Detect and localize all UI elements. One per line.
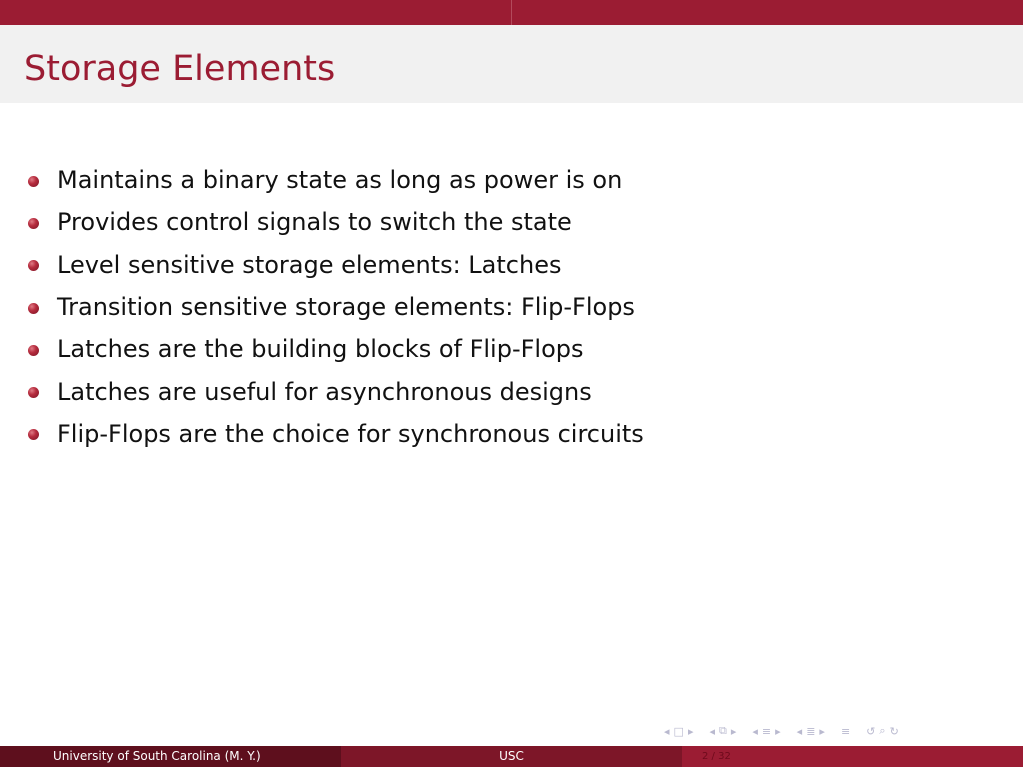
frame-title: Storage Elements (24, 49, 336, 89)
bullet-item (28, 244, 644, 286)
nav-back-icon[interactable]: ↺ (866, 724, 876, 738)
nav-next-frame-icon[interactable]: ▸ (687, 724, 694, 738)
bullet-item (28, 286, 644, 328)
beamer-navigation (664, 722, 899, 740)
bullet-item (28, 413, 644, 455)
top-bar (0, 0, 1023, 25)
footer-page-number: 2 / 32 (682, 746, 1023, 767)
nav-appendix-icon[interactable]: ≡ (840, 724, 851, 738)
bullet-text: Level sensitive storage elements: Latches (57, 250, 562, 279)
bullet-item (28, 370, 644, 412)
bullet-marker-icon (28, 345, 39, 356)
bullet-text: Transition sensitive storage elements: Flip-Flops (57, 293, 635, 322)
bullet-text: Provides control signals to switch the state (57, 208, 572, 237)
nav-forward-icon[interactable]: ↻ (889, 724, 899, 738)
footer-author: University of South Carolina (M. Y.) (0, 746, 341, 767)
nav-prev-doc-icon[interactable]: ◂ (796, 724, 803, 738)
nav-doc-icon[interactable]: ≣ (806, 724, 816, 738)
bullet-item (28, 201, 644, 243)
nav-subsection-icon[interactable]: ⧉ (719, 724, 727, 737)
bullet-marker-icon (28, 429, 39, 440)
footer (0, 746, 1023, 767)
nav-next-doc-icon[interactable]: ▸ (819, 724, 825, 738)
nav-prev-frame-icon[interactable]: ◂ (664, 724, 670, 738)
bullet-item (28, 328, 644, 370)
bullet-text: Flip-Flops are the choice for synchronous circuits (57, 419, 644, 448)
nav-frame-icon[interactable]: □ (673, 724, 684, 738)
nav-search-icon[interactable]: ⌕ (879, 724, 886, 737)
nav-next-section-icon[interactable]: ▸ (775, 724, 781, 738)
bullet-text: Maintains a binary state as long as power is on (57, 166, 623, 195)
nav-prev-section-icon[interactable]: ◂ (752, 724, 758, 738)
bullet-marker-icon (28, 218, 39, 229)
bullet-marker-icon (28, 387, 39, 398)
nav-section-icon[interactable]: ≡ (761, 724, 772, 738)
bullet-marker-icon (28, 303, 39, 314)
bullet-text: Latches are useful for asynchronous designs (57, 377, 592, 406)
bullet-item (28, 159, 644, 201)
nav-prev-subsection-icon[interactable]: ◂ (709, 724, 715, 738)
bullet-marker-icon (28, 176, 39, 187)
nav-next-subsection-icon[interactable]: ▸ (730, 724, 737, 738)
bullet-marker-icon (28, 260, 39, 271)
bullet-list (28, 159, 644, 455)
top-bar-divider (511, 0, 512, 25)
bullet-text: Latches are the building blocks of Flip-Flops (57, 335, 584, 364)
footer-institute: USC (341, 746, 682, 767)
